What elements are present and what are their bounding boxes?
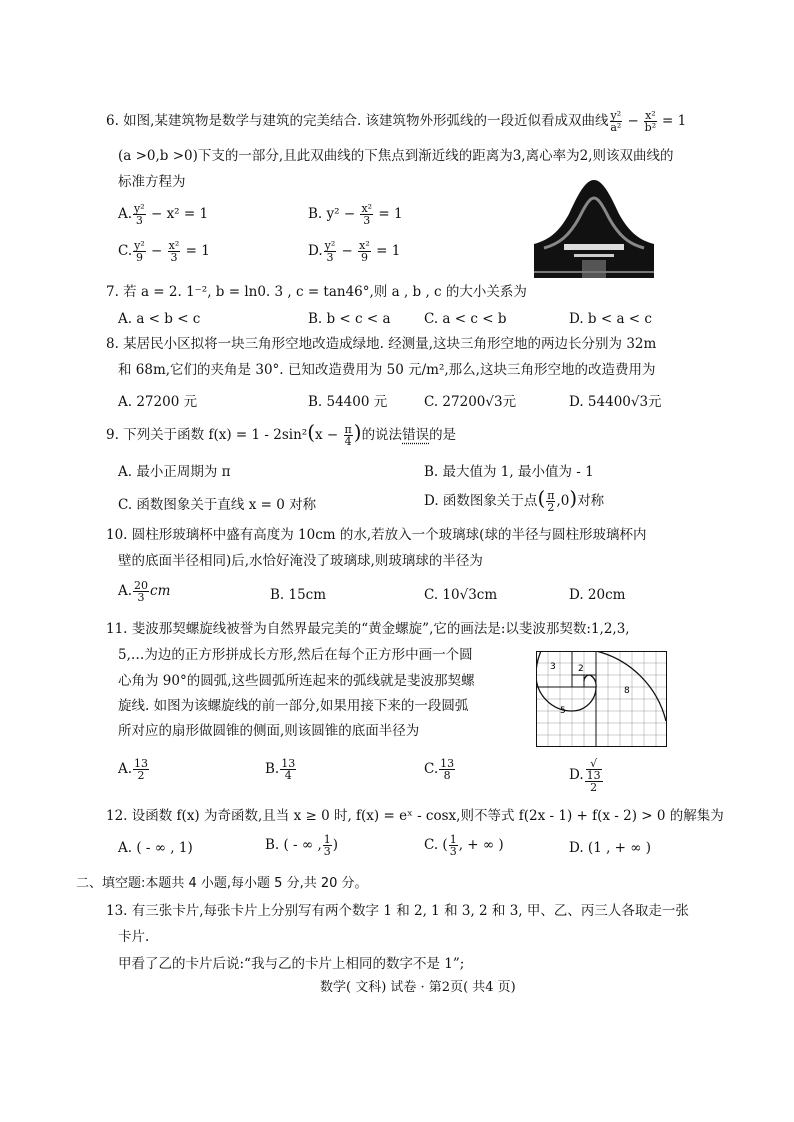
q9-stem: 9. 下列关于函数 f(x) = 1 - 2sin²(x − $\frac{\pi}{4}$ )的说法错误的是: [106, 420, 457, 448]
q7-option-a: A. a < b < c: [118, 311, 201, 327]
q11-option-d: D. √ 13 2: [569, 757, 601, 794]
fib-label-5: 5: [560, 706, 566, 716]
fib-label-2: 2: [578, 664, 584, 674]
q11-line4: 旋线. 如图为该螺旋线的前一部分,如果用接下来的一段圆弧: [118, 698, 469, 714]
q10-option-d: D. 20cm: [569, 587, 626, 603]
q8-option-b: B. 54400 元: [308, 394, 388, 410]
q6-option-c: C. $\frac{\text{y²}}{9}$ − $\frac{\text{x²}}{3}$ = 1: [118, 239, 210, 264]
q7-option-d: D. b < a < c: [569, 311, 652, 327]
q10-option-c: C. 10√3cm: [424, 587, 498, 603]
q11-line5: 所对应的扇形做圆锥的侧面,则该圆锥的底面半径为: [118, 723, 420, 739]
q6-line3: 标准方程为: [118, 174, 186, 190]
q12-option-b: B. ( - ∞ , $\frac{1}{3}$ ): [265, 833, 339, 858]
q11-line3: 心角为 90°的圆弧,这些圆弧所连起来的弧线就是斐波那契螺: [118, 673, 475, 689]
q13-line3: 甲看了乙的卡片后说:“我与乙的卡片上相同的数字不是 1”;: [118, 956, 465, 972]
q12-stem: 12. 设函数 f(x) 为奇函数,且当 x ≥ 0 时, f(x) = eˣ - cosx,则不等式 f(2x - 1) + f(x - 2) > 0 的解集为: [106, 808, 724, 824]
q9-option-c: C. 函数图象关于直线 x = 0 对称: [118, 497, 317, 513]
q9-option-d: D. 函数图象关于点( $\frac{\pi}{2}$ ,0)对称: [424, 486, 605, 514]
q10-line2: 壁的底面半径相同)后,水恰好淹没了玻璃球,则玻璃球的半径为: [118, 553, 483, 569]
q6-option-d: D. $\frac{\text{y²}}{3}$ − $\frac{\text{x²}}{9}$ = 1: [308, 239, 401, 264]
q9-emphasis: 错误: [402, 427, 430, 443]
q11-option-a: A. $\frac{13}{2}$: [118, 757, 149, 782]
q8-line2: 和 68m,它们的夹角是 30°. 已知改造费用为 50 元/m²,那么,这块三角形空地的改造费用为: [118, 362, 656, 378]
q13-line1: 13. 有三张卡片,每张卡片上分别写有两个数字 1 和 2, 1 和 3, 2 和 3, 甲、乙、丙三人各取走一张: [106, 903, 689, 919]
q8-option-d: D. 54400√3元: [569, 394, 662, 410]
q11-line1: 11. 斐波那契螺旋线被誉为自然界最完美的“黄金螺旋”,它的画法是:以斐波那契数:1,2,3,: [106, 621, 630, 637]
q7-stem: 7. 若 a = 2. 1⁻², b = ln0. 3 , c = tan46°,则 a , b , c 的大小关系为: [106, 284, 527, 300]
q8-option-a: A. 27200 元: [118, 394, 198, 410]
q12-option-d: D. (1 , + ∞ ): [569, 840, 652, 856]
building-photo: [534, 174, 654, 278]
q6-frac-y: $\frac{\text{y²}}{\text{a²}}$: [610, 109, 622, 134]
q11-option-c: C. $\frac{13}{8}$: [424, 757, 455, 782]
q12-option-a: A. ( - ∞ , 1): [118, 840, 193, 856]
q10-option-b: B. 15cm: [270, 587, 327, 603]
q6-frac-x: $\frac{\text{x²}}{\text{b²}}$: [644, 109, 657, 134]
q6-option-a: A. $\frac{\text{y²}}{3}$ − x² = 1: [118, 202, 209, 227]
section-2-heading: 二、填空题:本题共 4 小题,每小题 5 分,共 20 分。: [76, 876, 368, 891]
q11-option-b: B. $\frac{13}{4}$: [265, 757, 296, 782]
q10-option-a: A. $\frac{20}{3}$ cm: [118, 579, 171, 604]
q9-option-a: A. 最小正周期为 π: [118, 464, 231, 480]
q6-line2: (a >0,b >0)下支的一部分,且此双曲线的下焦点到渐近线的距离为3,离心率为2,则该双曲线的: [118, 148, 674, 164]
q13-line2: 卡片.: [118, 929, 150, 945]
q8-option-c: C. 27200√3元: [424, 394, 517, 410]
q6-option-b: B. y² − $\frac{\text{x²}}{3}$ = 1: [308, 202, 403, 227]
q12-option-c: C. ( $\frac{1}{3}$ , + ∞ ): [424, 833, 504, 858]
q7-option-c: C. a < c < b: [424, 311, 507, 327]
q7-option-b: B. b < c < a: [308, 311, 391, 327]
fib-label-3: 3: [550, 662, 556, 672]
q8-line1: 8. 某居民小区拟将一块三角形空地改造成绿地. 经测量,这块三角形空地的两边长分别为 32m: [106, 336, 657, 352]
q6-line1: 6. 如图,某建筑物是数学与建筑的完美结合. 该建筑物外形弧线的一段近似看成双曲线 $\frac{\text{y²}}{\text{a²}}$ − $\frac{\text{x²}}{\text{b²}}$ = 1: [106, 109, 687, 134]
q11-line2: 5,…为边的正方形拼成长方形,然后在每个正方形中画一个圆: [118, 647, 473, 663]
fibonacci-spiral-figure: [536, 651, 668, 747]
q6-stem-text: 6. 如图,某建筑物是数学与建筑的完美结合. 该建筑物外形弧线的一段近似看成双曲线: [106, 113, 609, 129]
page-footer: 数学( 文科) 试卷 · 第2页( 共4 页): [320, 980, 516, 995]
q9-option-b: B. 最大值为 1, 最小值为 - 1: [424, 464, 594, 480]
fib-label-8: 8: [624, 686, 630, 696]
q10-line1: 10. 圆柱形玻璃杯中盛有高度为 10cm 的水,若放入一个玻璃球(球的半径与圆柱形玻璃杯内: [106, 527, 647, 543]
